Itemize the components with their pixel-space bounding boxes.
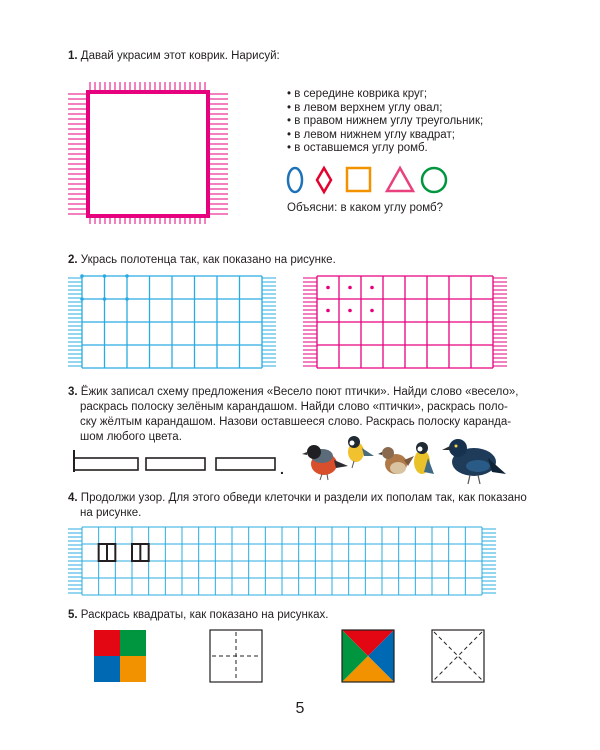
task-3-number: 3. xyxy=(68,386,78,398)
titmouse-bird xyxy=(348,436,374,468)
outline-square-dashed-diagonals xyxy=(432,630,484,682)
color-squares-row xyxy=(92,628,512,690)
towel-right xyxy=(303,272,503,372)
towel-dot xyxy=(326,309,330,313)
bullet-item: • в левом нижнем углу квадрат; xyxy=(287,129,483,143)
colored-square-triangles xyxy=(342,630,394,682)
shapes-row xyxy=(283,164,453,198)
bullet-item: • в середине коврика круг; xyxy=(287,88,483,102)
towel-left xyxy=(68,272,278,372)
bullfinch-bird xyxy=(302,445,348,480)
towel-dot xyxy=(103,274,107,278)
towel-dot xyxy=(80,297,84,301)
oval-icon xyxy=(288,168,302,192)
towel-dot xyxy=(103,297,107,301)
task-4-text xyxy=(68,491,538,521)
sentence-period: . xyxy=(280,461,284,477)
task-5-text: Раскрась квадраты, как показано на рисунках. xyxy=(80,609,329,621)
circle-icon xyxy=(422,168,446,192)
sentence-scheme xyxy=(72,448,292,478)
word-strip-2 xyxy=(146,458,205,470)
task-3-line: раскрась полоску зелёным карандашом. Найди слово «птички», раскрась поло- xyxy=(80,401,508,413)
task-2-number: 2. xyxy=(68,254,78,266)
towel-dot xyxy=(125,297,129,301)
task-2-heading xyxy=(68,253,336,268)
towel-dot xyxy=(370,286,374,290)
bullet-item: • в оставшемся углу ромб. xyxy=(287,142,483,156)
task-1-heading xyxy=(68,49,280,64)
task-2-text: Укрась полотенца так, как показано на рисунке. xyxy=(80,254,336,266)
bullet-item: • в левом верхнем углу овал; xyxy=(287,102,483,116)
diamond-icon xyxy=(317,168,331,192)
task-1-bullet-list xyxy=(287,88,483,156)
task-3-line: шом любого цвета. xyxy=(80,431,182,443)
task-5-heading xyxy=(68,608,329,623)
task-4-number: 4. xyxy=(68,492,78,504)
task-4-line: на рисунке. xyxy=(80,507,142,519)
page-number: 5 xyxy=(295,700,305,717)
task-1-question: Объясни: в каком углу ромб? xyxy=(287,202,444,214)
towel-dot xyxy=(125,274,129,278)
towel-dot xyxy=(326,286,330,290)
bullet-item: • в правом нижнем углу треугольник; xyxy=(287,115,483,129)
task-1-number: 1. xyxy=(68,50,78,62)
birds-illustration xyxy=(292,428,507,488)
triangle-icon xyxy=(387,168,413,191)
pattern-grid xyxy=(68,525,508,605)
task-5-number: 5. xyxy=(68,609,78,621)
outline-square-dashed-cross xyxy=(210,630,262,682)
task-4-line: Продолжи узор. Для этого обведи клеточки и раздели их пополам так, как показано xyxy=(80,492,527,504)
sparrow-bird xyxy=(378,447,414,474)
towel-dot xyxy=(348,286,352,290)
rug-border xyxy=(88,92,208,216)
task-3-line: ску жёлтым карандашом. Назови оставшееся слово. Раскрась полоску каранда- xyxy=(80,416,512,428)
towel-dot xyxy=(370,309,374,313)
task-3-line: Ёжик записал схему предложения «Весело поют птички». Найди слово «весело», xyxy=(80,386,519,398)
towel-dot xyxy=(80,274,84,278)
colored-square-quadrants xyxy=(94,630,146,682)
rug-figure xyxy=(68,82,228,222)
word-strip-3 xyxy=(216,458,275,470)
task-1-text: Давай украсим этот коврик. Нарисуй: xyxy=(80,50,280,62)
titmouse-bird-2 xyxy=(414,442,434,474)
starling-bird xyxy=(442,439,506,484)
towel-dot xyxy=(348,309,352,313)
square-icon xyxy=(347,168,370,191)
word-strip-1 xyxy=(74,458,138,470)
